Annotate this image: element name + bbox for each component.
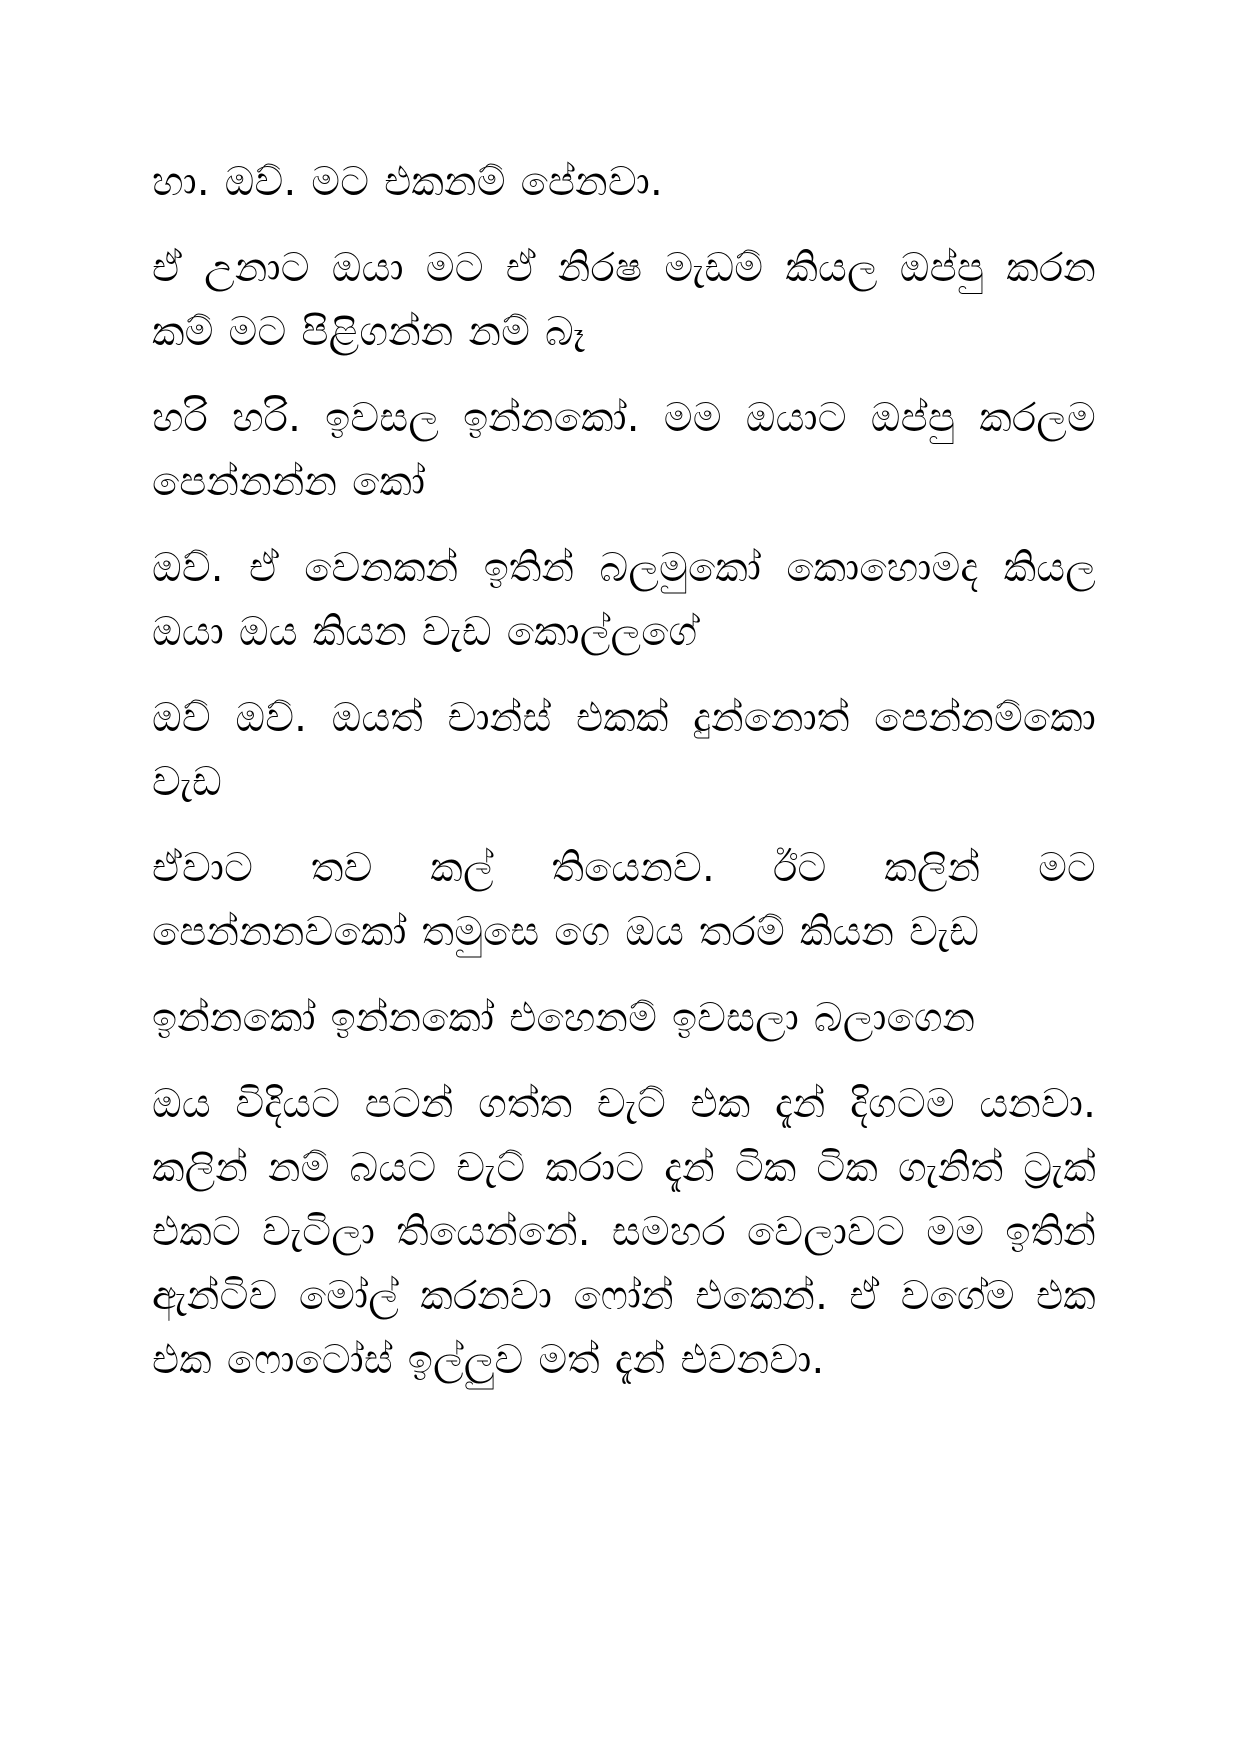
paragraph: ඒ උනාට ඔයා මට ඒ නිරෂ මැඩම් කියල ඔප්පු කරන කම් මට පිළිගන්න නම් බෑ [152, 245, 1096, 355]
paragraph: ඔය විදියට පටන් ගත්ත චැට් එක දැන් දිගටම යනවා. කලින් නම් බයට චැට් කරාට දැන් ටික ටික ගැනිත් ට්‍රැක් එකට වැටිලා තියෙන්නේ. සමහර වෙලාවට මම ඉතින් ඇන්ටිව මෝල් කරනවා ෆෝන් එකෙන්. ඒ වගේම එක එක ෆොටෝස් ඉල්ලුව මත් දැන් එවනවා. [152, 1081, 1096, 1383]
document-body [152, 150, 1096, 1414]
paragraph: ඒවාට තව කල් තියෙනව. ඊට කලින් මට පෙන්නනවකෝ තමුසෙ ගෙ ඔය තරම් කියන වැඩ [152, 845, 1096, 955]
paragraph: හා. ඔව්. මට එකනම් පේනවා. [152, 159, 663, 205]
paragraph: ඔව්. ඒ වෙනකන් ඉතින් බලමුකෝ කොහොමද කියල ඔයා ඔය කියන වැඩ කොල්ලගේ [152, 545, 1096, 655]
paragraph: ඔව් ඔව්. ඔයත් චාන්ස් එකක් දුන්නොත් පෙන්නම්කො වැඩ [152, 695, 1096, 805]
paragraph: ඉන්නකෝ ඉන්නකෝ එහෙනම් ඉවසලා බලාගෙන [152, 995, 976, 1041]
paragraph: හරි හරි. ඉවසල ඉන්නකෝ. මම ඔයාට ඔප්පු කරලම පෙන්නන්න කෝ [152, 395, 1096, 505]
